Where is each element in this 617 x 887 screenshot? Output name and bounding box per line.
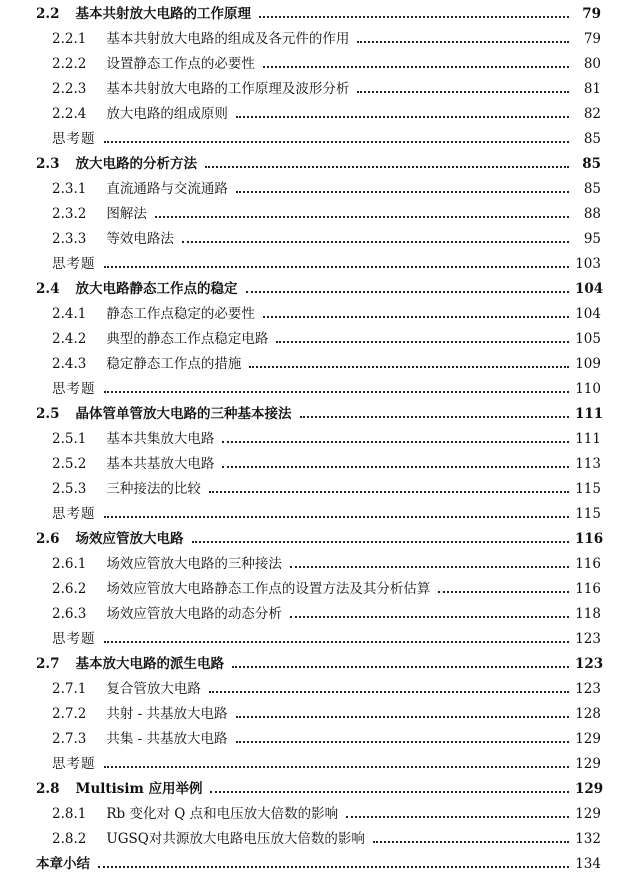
toc-subsection-row	[52, 727, 601, 752]
page-number: 115	[575, 505, 601, 522]
dot-leader	[236, 191, 569, 193]
section-title: Multisim 应用举例	[75, 780, 203, 797]
toc-subsection-row	[52, 427, 601, 452]
dot-leader	[246, 291, 570, 293]
page-number: 116	[575, 530, 604, 547]
subsection-title: 直流通路与交流通路	[106, 180, 228, 197]
dot-leader	[155, 216, 569, 218]
toc-subsection-row	[52, 177, 601, 202]
toc-subsection-row	[52, 827, 601, 852]
dot-leader	[263, 316, 569, 318]
dot-leader	[236, 716, 569, 718]
toc-section-row	[36, 277, 604, 302]
dot-leader	[373, 841, 569, 843]
toc-subsection-row	[52, 227, 601, 252]
page-number: 85	[583, 180, 601, 197]
section-number: 2.7	[36, 655, 60, 672]
dot-leader	[104, 641, 570, 643]
section-number: 2.5	[36, 405, 60, 422]
page-number: 79	[582, 5, 601, 22]
page-number: 129	[575, 780, 604, 797]
page-number: 103	[575, 255, 601, 272]
subsection-number: 2.4.2	[52, 330, 87, 347]
page-number: 134	[575, 855, 601, 872]
toc-subsection-row	[52, 327, 601, 352]
page-number: 110	[575, 380, 601, 397]
subsection-number: 2.5.2	[52, 455, 87, 472]
page-number: 85	[582, 155, 601, 172]
dot-leader	[232, 666, 569, 668]
subsection-number: 2.2.2	[52, 55, 87, 72]
toc-subsection-row	[52, 577, 601, 602]
questions-title: 思考题	[52, 380, 96, 397]
subsection-number: 2.4.1	[52, 305, 87, 322]
toc-subsection-row	[52, 202, 601, 227]
toc-questions-row	[52, 752, 601, 777]
subsection-title: UGSQ对共源放大电路电压放大倍数的影响	[106, 830, 365, 847]
page-number: 113	[575, 455, 601, 472]
questions-title: 思考题	[52, 130, 96, 147]
page-number: 95	[583, 230, 601, 247]
subsection-title: 共射 - 共基放大电路	[106, 705, 228, 722]
subsection-title: 基本共射放大电路的组成及各元件的作用	[106, 30, 350, 47]
toc-section-row	[36, 527, 604, 552]
toc-subsection-row	[52, 52, 601, 77]
questions-title: 思考题	[52, 255, 96, 272]
dot-leader	[104, 266, 570, 268]
questions-title: 思考题	[52, 755, 96, 772]
dot-leader	[290, 616, 569, 618]
dot-leader	[104, 391, 570, 393]
subsection-title: 静态工作点稳定的必要性	[106, 305, 255, 322]
dot-leader	[104, 766, 570, 768]
page-number: 129	[575, 730, 601, 747]
dot-leader	[192, 541, 570, 543]
section-number: 2.8	[36, 780, 60, 797]
subsection-number: 2.7.1	[52, 680, 87, 697]
subsection-title: 设置静态工作点的必要性	[106, 55, 255, 72]
subsection-title: 等效电路法	[106, 230, 174, 247]
section-number: 2.3	[36, 155, 60, 172]
dot-leader	[236, 741, 569, 743]
dot-leader	[276, 341, 569, 343]
subsection-title: 稳定静态工作点的措施	[106, 355, 242, 372]
section-title: 放大电路静态工作点的稳定	[75, 280, 238, 297]
subsection-number: 2.7.3	[52, 730, 87, 747]
toc-section-row	[36, 152, 601, 177]
subsection-title: 图解法	[106, 205, 147, 222]
toc-subsection-row	[52, 677, 601, 702]
section-title: 放大电路的分析方法	[75, 155, 197, 172]
dot-leader	[222, 441, 569, 443]
toc-subsection-row	[52, 302, 601, 327]
toc-subsection-row	[52, 102, 601, 127]
subsection-number: 2.2.3	[52, 80, 87, 97]
subsection-number: 2.7.2	[52, 705, 87, 722]
questions-title: 思考题	[52, 505, 96, 522]
questions-title: 思考题	[52, 630, 96, 647]
toc-subsection-row	[52, 27, 601, 52]
subsection-title: 场效应管放大电路的三种接法	[106, 555, 282, 572]
toc-subsection-row	[52, 352, 601, 377]
toc-questions-row	[52, 252, 601, 277]
subsection-number: 2.3.2	[52, 205, 87, 222]
page-number: 116	[575, 555, 601, 572]
dot-leader	[438, 591, 569, 593]
subsection-number: 2.3.3	[52, 230, 87, 247]
page-number: 129	[575, 805, 601, 822]
toc-section-row	[36, 2, 601, 27]
dot-leader	[357, 41, 569, 43]
subsection-title: 场效应管放大电路静态工作点的设置方法及其分析估算	[106, 580, 431, 597]
page-number: 128	[575, 705, 601, 722]
dot-leader	[98, 866, 569, 868]
toc-subsection-row	[52, 452, 601, 477]
page-number: 132	[575, 830, 601, 847]
toc-subsection-row	[52, 552, 601, 577]
page-number: 123	[575, 655, 604, 672]
subsection-number: 2.4.3	[52, 355, 87, 372]
subsection-title: 共集 - 共基放大电路	[106, 730, 228, 747]
toc-subsection-row	[52, 802, 601, 827]
page-number: 111	[575, 430, 601, 447]
subsection-number: 2.2.1	[52, 30, 87, 47]
section-number: 2.6	[36, 530, 60, 547]
toc-subsection-row	[52, 477, 601, 502]
page-number: 80	[583, 55, 601, 72]
toc-summary-row	[36, 852, 601, 877]
toc-questions-row	[52, 627, 601, 652]
dot-leader	[300, 416, 570, 418]
dot-leader	[222, 466, 569, 468]
section-title: 基本放大电路的派生电路	[75, 655, 224, 672]
subsection-number: 2.6.3	[52, 605, 87, 622]
dot-leader	[209, 491, 569, 493]
page-number: 81	[583, 80, 601, 97]
toc-section-row	[36, 402, 604, 427]
chapter-summary-title: 本章小结	[36, 855, 90, 872]
page-number: 82	[583, 105, 601, 122]
page-number: 79	[583, 30, 601, 47]
subsection-title: 放大电路的组成原则	[106, 105, 228, 122]
page-number: 118	[575, 605, 601, 622]
toc-subsection-row	[52, 602, 601, 627]
page-number: 111	[575, 405, 604, 422]
subsection-title: 三种接法的比较	[106, 480, 201, 497]
dot-leader	[104, 516, 570, 518]
subsection-number: 2.2.4	[52, 105, 87, 122]
dot-leader	[346, 816, 569, 818]
page-number: 88	[583, 205, 601, 222]
section-number: 2.4	[36, 280, 60, 297]
subsection-number: 2.5.1	[52, 430, 87, 447]
subsection-number: 2.8.1	[52, 805, 87, 822]
dot-leader	[236, 116, 569, 118]
page-number: 105	[575, 330, 601, 347]
dot-leader	[210, 791, 569, 793]
dot-leader	[104, 141, 570, 143]
subsection-title: 复合管放大电路	[106, 680, 201, 697]
dot-leader	[290, 566, 569, 568]
page-number: 116	[575, 580, 601, 597]
subsection-title: 基本共集放大电路	[106, 430, 215, 447]
dot-leader	[263, 66, 569, 68]
subsection-number: 2.8.2	[52, 830, 87, 847]
dot-leader	[249, 366, 569, 368]
page-number: 123	[575, 680, 601, 697]
subsection-title: 基本共射放大电路的工作原理及波形分析	[106, 80, 350, 97]
page-number: 123	[575, 630, 601, 647]
subsection-title: Rb 变化对 Q 点和电压放大倍数的影响	[106, 805, 339, 822]
toc-questions-row	[52, 127, 601, 152]
toc-subsection-row	[52, 77, 601, 102]
toc-questions-row	[52, 502, 601, 527]
toc-questions-row	[52, 377, 601, 402]
subsection-number: 2.6.1	[52, 555, 87, 572]
dot-leader	[209, 691, 569, 693]
toc-section-row	[36, 777, 604, 802]
subsection-title: 场效应管放大电路的动态分析	[106, 605, 282, 622]
section-title: 基本共射放大电路的工作原理	[75, 5, 251, 22]
page-number: 115	[575, 480, 601, 497]
dot-leader	[357, 91, 569, 93]
page-number: 129	[575, 755, 601, 772]
section-title: 晶体管单管放大电路的三种基本接法	[75, 405, 292, 422]
section-title: 场效应管放大电路	[75, 530, 184, 547]
subsection-number: 2.3.1	[52, 180, 87, 197]
subsection-title: 基本共基放大电路	[106, 455, 215, 472]
page-number: 104	[575, 280, 604, 297]
toc-section-row	[36, 652, 604, 677]
dot-leader	[182, 241, 569, 243]
section-number: 2.2	[36, 5, 60, 22]
subsection-title: 典型的静态工作点稳定电路	[106, 330, 269, 347]
page-number: 104	[575, 305, 601, 322]
subsection-number: 2.6.2	[52, 580, 87, 597]
page-number: 85	[583, 130, 601, 147]
toc-subsection-row	[52, 702, 601, 727]
dot-leader	[205, 166, 569, 168]
subsection-number: 2.5.3	[52, 480, 87, 497]
dot-leader	[259, 16, 569, 18]
page-number: 109	[575, 355, 601, 372]
